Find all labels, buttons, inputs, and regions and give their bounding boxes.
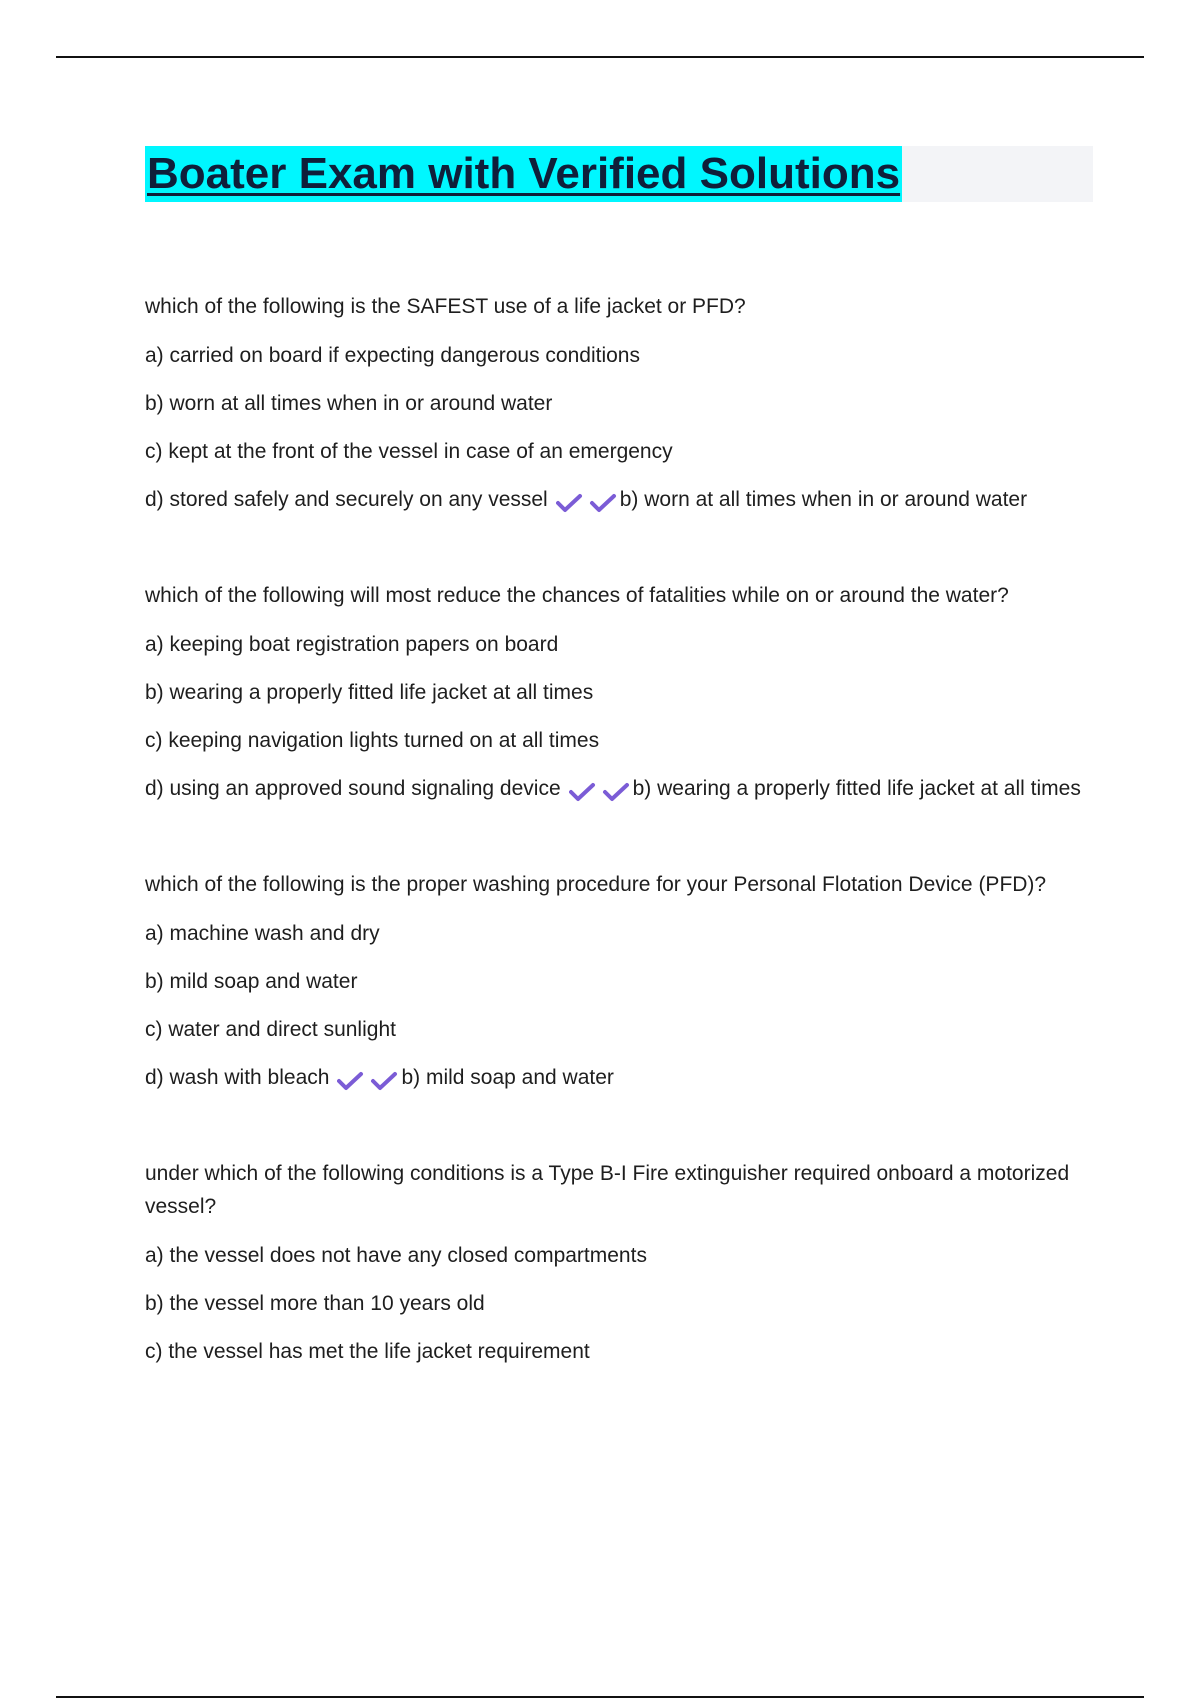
double-check-icon (556, 486, 618, 519)
option-c: c) keeping navigation lights turned on at all times (145, 729, 600, 752)
option-b: b) wearing a properly fitted life jacket at all times (145, 681, 594, 704)
option-a: a) keeping boat registration papers on board (145, 633, 559, 656)
option-b: b) worn at all times when in or around water (145, 392, 553, 415)
question-text: which of the following is the proper washing procedure for your Personal Flotation Device (PFD)? (145, 873, 1047, 896)
bottom-rule (56, 1696, 1144, 1698)
option-a: a) the vessel does not have any closed compartments (145, 1244, 647, 1267)
option-d: d) stored safely and securely on any vessel (145, 488, 548, 511)
question-text: under which of the following conditions is a Type B-I Fire extinguisher required onboard a motorized vessel? (145, 1162, 1070, 1218)
option-c: c) water and direct sunlight (145, 1018, 396, 1041)
document-title: Boater Exam with Verified Solutions (145, 146, 902, 202)
option-a: a) carried on board if expecting dangerous conditions (145, 344, 640, 367)
option-d-with-answer (145, 772, 1085, 808)
option-a: a) machine wash and dry (145, 922, 380, 945)
option-b: b) the vessel more than 10 years old (145, 1292, 485, 1315)
answer-text: b) wearing a properly fitted life jacket at all times (632, 777, 1081, 800)
exam-content (145, 290, 1085, 1428)
answer-text: b) worn at all times when in or around water (619, 488, 1028, 511)
option-d: d) wash with bleach (145, 1066, 330, 1089)
answer-text: b) mild soap and water (401, 1066, 614, 1089)
question-text: which of the following will most reduce the chances of fatalities while on or around the water? (145, 584, 1009, 607)
option-d-with-answer (145, 1061, 1085, 1097)
top-rule (56, 56, 1144, 58)
option-d: d) using an approved sound signaling device (145, 777, 561, 800)
double-check-icon (337, 1064, 399, 1097)
option-c: c) the vessel has met the life jacket requirement (145, 1340, 590, 1363)
question-block (145, 290, 1085, 519)
question-block (145, 868, 1085, 1097)
question-block (145, 579, 1085, 808)
question-block (145, 1157, 1085, 1368)
title-banner (145, 146, 1093, 202)
option-d-with-answer (145, 483, 1085, 519)
option-b: b) mild soap and water (145, 970, 358, 993)
option-c: c) kept at the front of the vessel in case of an emergency (145, 440, 673, 463)
double-check-icon (569, 775, 631, 808)
question-text: which of the following is the SAFEST use of a life jacket or PFD? (145, 295, 746, 318)
